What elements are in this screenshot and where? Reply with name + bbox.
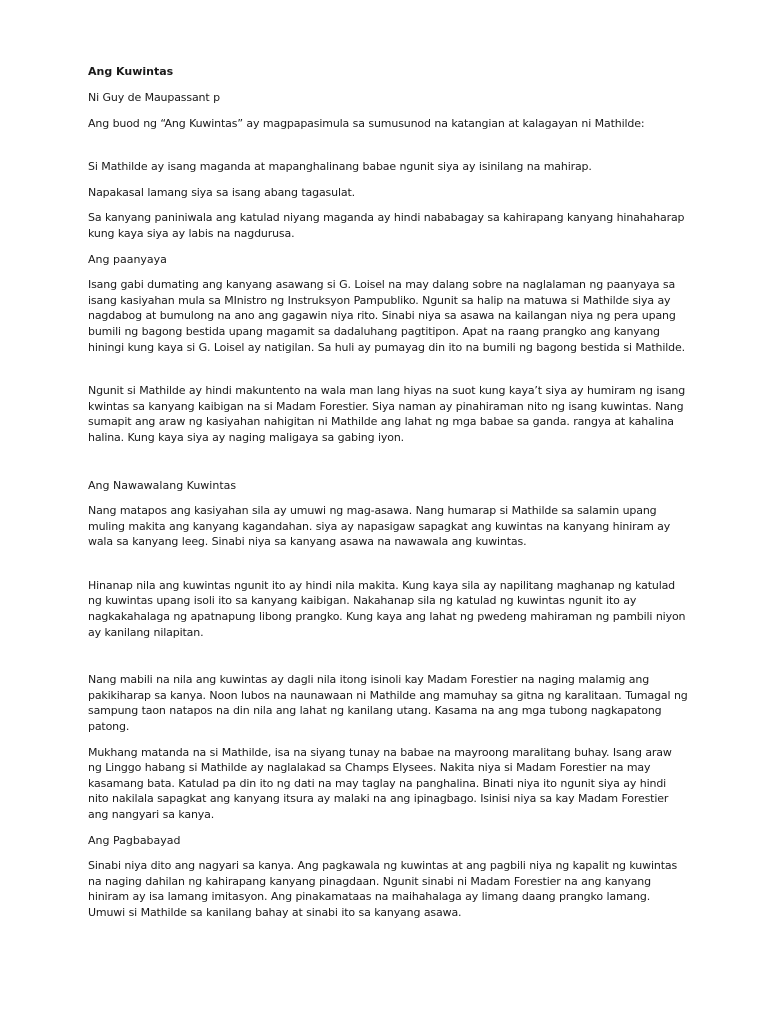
heading-nawawala: Ang Nawawalang Kuwintas <box>88 478 237 492</box>
paragraph-10: Sinabi niya dito ang nagyari sa kanya. Ang pagkawala ng kuwintas at ang pagbili niya ng kapalit ng kuwintas na naging dahilan ng kahirapang kanyang pinagdaan. Ngunit sinabi ni Madam Forestier na ang kanyang hiniram ay isa lamang imitasyon. Ang pinakamataas na maihahalaga ay limang daang prangko lamang. Umuwi si Mathilde sa kanilang bahay at sinabi ito sa kanyang asawa. <box>88 859 678 919</box>
paragraph-3: Sa kanyang paniniwala ang katulad niyang maganda ay hindi nababagay sa kahirapang kanyang hinahaharap kung kaya siya ay labis na nagdurusa. <box>88 211 685 240</box>
paragraph-1: Si Mathilde ay isang maganda at mapanghalinang babae ngunit siya ay isinilang na mahirap. <box>88 160 592 174</box>
document-title: Ang Kuwintas <box>88 65 174 78</box>
heading-paanyaya: Ang paanyaya <box>88 252 167 266</box>
paragraph-6: Nang matapos ang kasiyahan sila ay umuwi ng mag-asawa. Nang humarap si Mathilde sa salamin upang muling makita ang kanyang kagandahan. siya ay napasigaw sapagkat ang kuwintas na kanyang hiniram ay wala sa kanyang leeg. Sinabi niya sa kanyang asawa na nawawala ang kuwintas. <box>88 504 671 549</box>
paragraph-9: Mukhang matanda na si Mathilde, isa na siyang tunay na babae na mayroong maralitang buhay. Isang araw ng Linggo habang si Mathilde ay naglalakad sa Champs Elysees. Nakita niya si Madam Forestier na may kasamang bata. Katulad pa din ito ng dati na may taglay na panghalina. Binati niya ito ngunit siya ay hindi nito nakilala sapagkat ang kanyang itsura ay malaki na ang ipinagbago. Isinisi niya sa kay Madam Forestier ang nangyari sa kanya. <box>88 745 672 821</box>
paragraph-8: Nang mabili na nila ang kuwintas ay dagli nila itong isinoli kay Madam Forestier na naging malamig ang pakikiharap sa kanya. Noon lubos na naunawaan ni Mathilde ang mamuhay sa gitna ng karalitaan. Tumagal ng sampung taon natapos na din nila ang lahat ng kanilang utang. Kasama na ang mga tubong nagkapatong patong. <box>88 673 688 734</box>
document-page <box>88 64 688 931</box>
paragraph-4: Isang gabi dumating ang kanyang asawang si G. Loisel na may dalang sobre na naglalaman ng paanyaya sa isang kasiyahan mula sa MInistro ng Instruksyon Pampubliko. Ngunit sa halip na matuwa si Mathilde siya ay nagdabog at bumulong na ano ang gagawin niya rito. Sinabi niya sa asawa na kailangan niya ng pera upang bumili ng bagong bestida upang magamit sa dadaluhang pagtitipon. Apat na raang prangko ang kanyang hiningi kung kaya si G. Loisel ay natigilan. Sa huli ay pumayag din ito na bumili ng bagong bestida si Mathilde. <box>88 278 685 354</box>
intro-paragraph: Ang buod ng “Ang Kuwintas” ay magpapasimula sa sumusunod na katangian at kalagayan ni Mathilde: <box>88 116 645 130</box>
author-line: Ni Guy de Maupassant p <box>88 91 220 104</box>
paragraph-2: Napakasal lamang siya sa isang abang tagasulat. <box>88 185 355 199</box>
paragraph-7: Hinanap nila ang kuwintas ngunit ito ay hindi nila makita. Kung kaya sila ay napilitang maghanap ng katulad ng kuwintas upang isoli ito sa kanyang kaibigan. Nakahanap sila ng katulad ng kuwintas ngunit ito ay nagkakahalaga ng apatnapung libong prangko. Kung kaya ang lahat ng pwedeng mahiraman ng pambili niyon ay kanilang nilapitan. <box>88 578 686 639</box>
heading-pagbabayad: Ang Pagbabayad <box>88 833 181 847</box>
paragraph-5: Ngunit si Mathilde ay hindi makuntento na wala man lang hiyas na suot kung kaya’t siya ay humiram ng isang kwintas sa kanyang kaibigan na si Madam Forestier. Siya naman ay pinahiraman nito ng isang kuwintas. Nang sumapit ang araw ng kasiyahan nahigitan ni Mathilde ang lahat ng mga babae sa ganda. rangya at kahalina halina. Kung kaya siya ay naging maligaya sa gabing iyon. <box>88 384 686 444</box>
